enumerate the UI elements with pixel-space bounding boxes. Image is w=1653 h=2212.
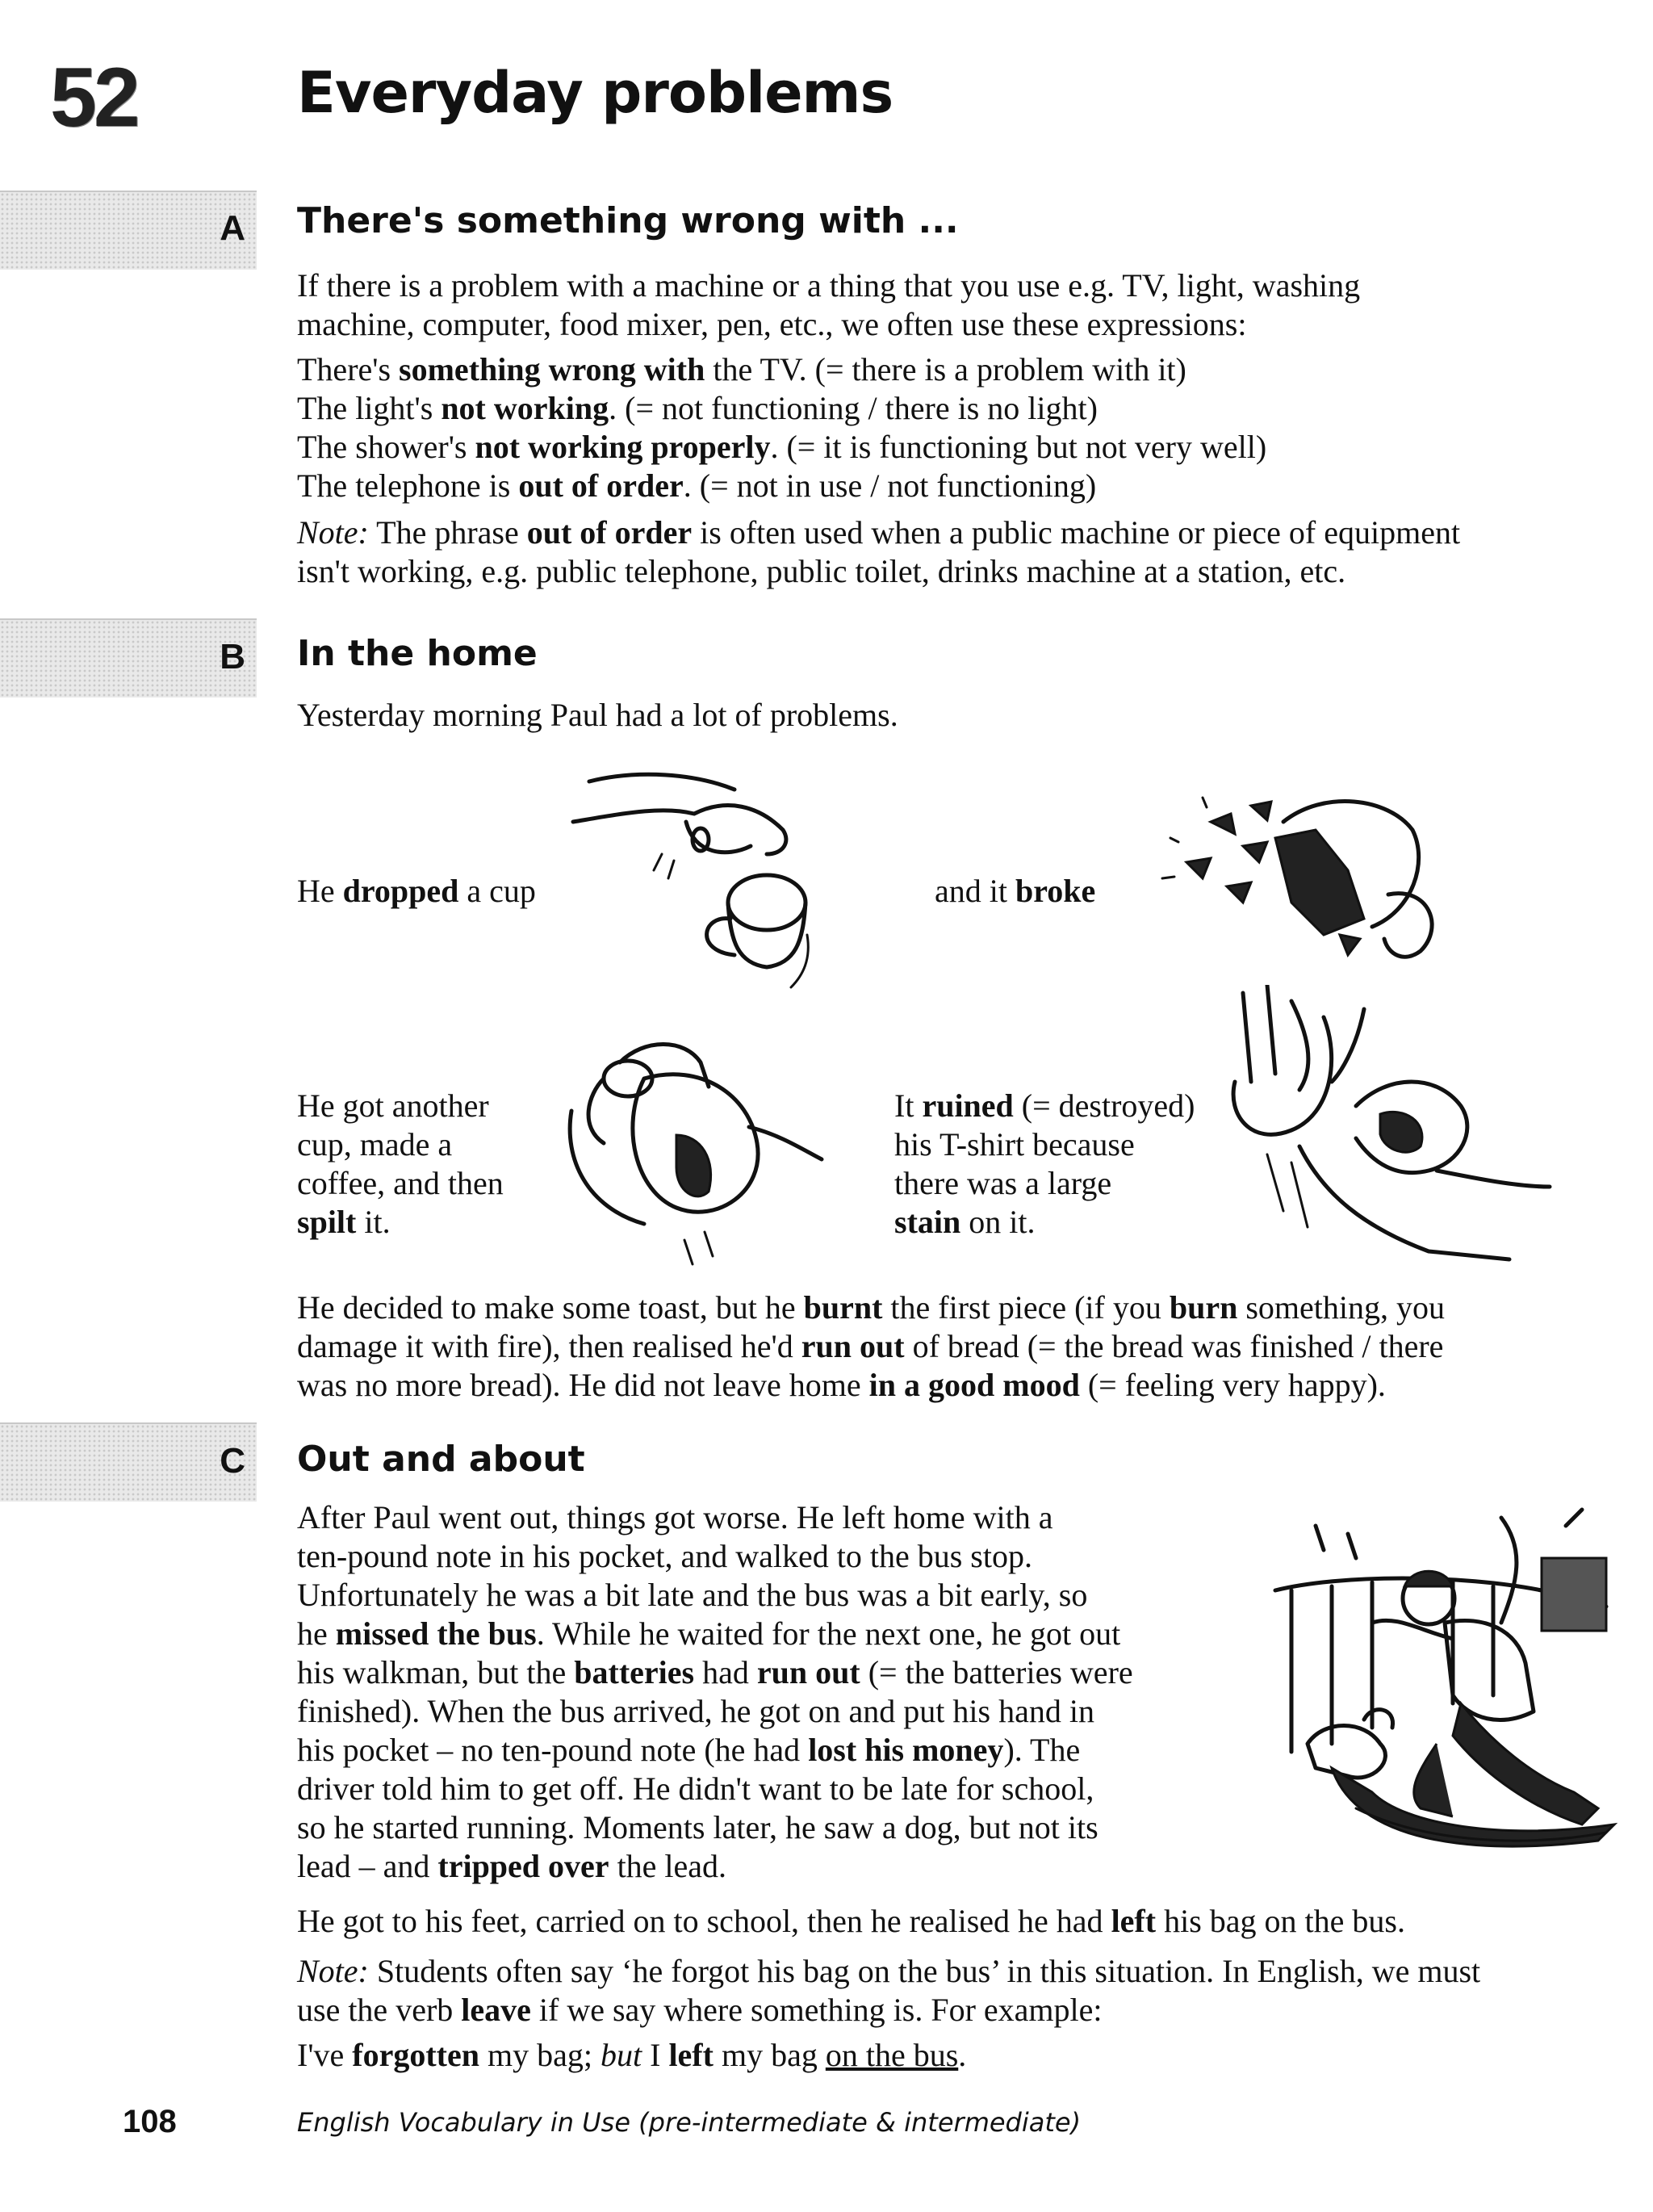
text-line: cup, made a [297,1126,453,1163]
text-line: stain on it. [894,1204,1036,1240]
text-line: damage it with fire), then realised he'd run out of bread (= the bread was finished / there [297,1328,1444,1364]
text-line: his pocket – no ten-pound note (he had lost his money). The [297,1732,1081,1768]
text-line: his T-shirt because [894,1126,1135,1163]
caption-spilt [297,1087,504,1242]
text-line: He got another [297,1087,489,1124]
unit-title: Everyday problems [297,60,893,126]
section-tab-a [0,191,257,270]
section-letter-c: C [220,1441,245,1481]
illustration-dropping-cup [565,765,839,991]
section-c-final-example: I've forgotten my bag; but I left my bag on the bus. [297,2037,967,2073]
text-line: machine, computer, food mixer, pen, etc., we often use these expressions: [297,306,1247,342]
page-number: 108 [123,2104,177,2139]
text-line: Unfortunately he was a bit late and the bus was a bit early, so [297,1577,1088,1613]
text-line: spilt it. [297,1204,391,1240]
text-line: ten-pound note in his pocket, and walked to the bus stop. [297,1538,1032,1574]
unit-number: 52 [50,51,137,145]
example-line: There's something wrong with the TV. (= there is a problem with it) [297,351,1186,388]
note-line: Note: The phrase out of order is often used when a public machine or piece of equipment [297,514,1461,551]
text-line: lead – and tripped over the lead. [297,1848,727,1884]
note-line: isn't working, e.g. public telephone, public toilet, drinks machine at a station, etc. [297,553,1346,589]
text-line: If there is a problem with a machine or a thing that you use e.g. TV, light, washing [297,267,1361,304]
text-line: After Paul went out, things got worse. He left home with a [297,1499,1053,1535]
note-line: Note: Students often say ‘he forgot his bag on the bus’ in this situation. In English, we must [297,1953,1481,1989]
section-b-paragraph [297,1288,1445,1405]
text-line: he missed the bus. While he waited for the next one, he got out [297,1615,1121,1652]
section-letter-b: B [220,637,245,677]
illustration-tripping-over-lead [1259,1502,1622,1873]
section-c-heading: Out and about [297,1439,585,1480]
note-line: use the verb leave if we say where something is. For example: [297,1992,1103,2028]
text-line: driver told him to get off. He didn't want to be late for school, [297,1770,1094,1807]
section-b-intro: Yesterday morning Paul had a lot of problems. [297,697,898,733]
book-title: English Vocabulary in Use (pre-intermediate & intermediate) [297,2107,1082,2138]
section-tab-c [0,1422,257,1502]
text-line: finished). When the bus arrived, he got on and put his hand in [297,1693,1094,1729]
text-line: his walkman, but the batteries had run out (= the batteries were [297,1654,1133,1690]
illustration-stained-tshirt [1219,985,1558,1276]
illustration-spilt-coffee [555,1030,830,1272]
text-line: was no more bread). He did not leave home in a good mood (= feeling very happy). [297,1367,1386,1403]
section-tab-b [0,618,257,698]
section-letter-a: A [220,208,245,248]
example-line: The telephone is out of order. (= not in use / not functioning) [297,467,1097,504]
section-a-heading: There's something wrong with ... [297,200,959,241]
caption-ruined [894,1087,1195,1242]
text-line: so he started running. Moments later, he saw a dog, but not its [297,1809,1099,1845]
section-c-story [297,1498,1133,1886]
illustration-broken-cup [1154,773,1461,983]
example-line: The light's not working. (= not functioning / there is no light) [297,390,1098,426]
section-c-note [297,1952,1480,2030]
text-line: It ruined (= destroyed) [894,1087,1195,1124]
caption-broke: and it broke [935,873,1096,909]
caption-dropped: He dropped a cup [297,873,536,909]
section-c-after: He got to his feet, carried on to school, then he realised he had left his bag on the bus. [297,1903,1405,1939]
text-line: coffee, and then [297,1165,504,1201]
section-a-body [297,266,1460,591]
text-line: He decided to make some toast, but he burnt the first piece (if you burn something, you [297,1289,1446,1326]
text-line: there was a large [894,1165,1112,1201]
example-line: The shower's not working properly. (= it is functioning but not very well) [297,429,1267,465]
section-b-heading: In the home [297,633,538,674]
